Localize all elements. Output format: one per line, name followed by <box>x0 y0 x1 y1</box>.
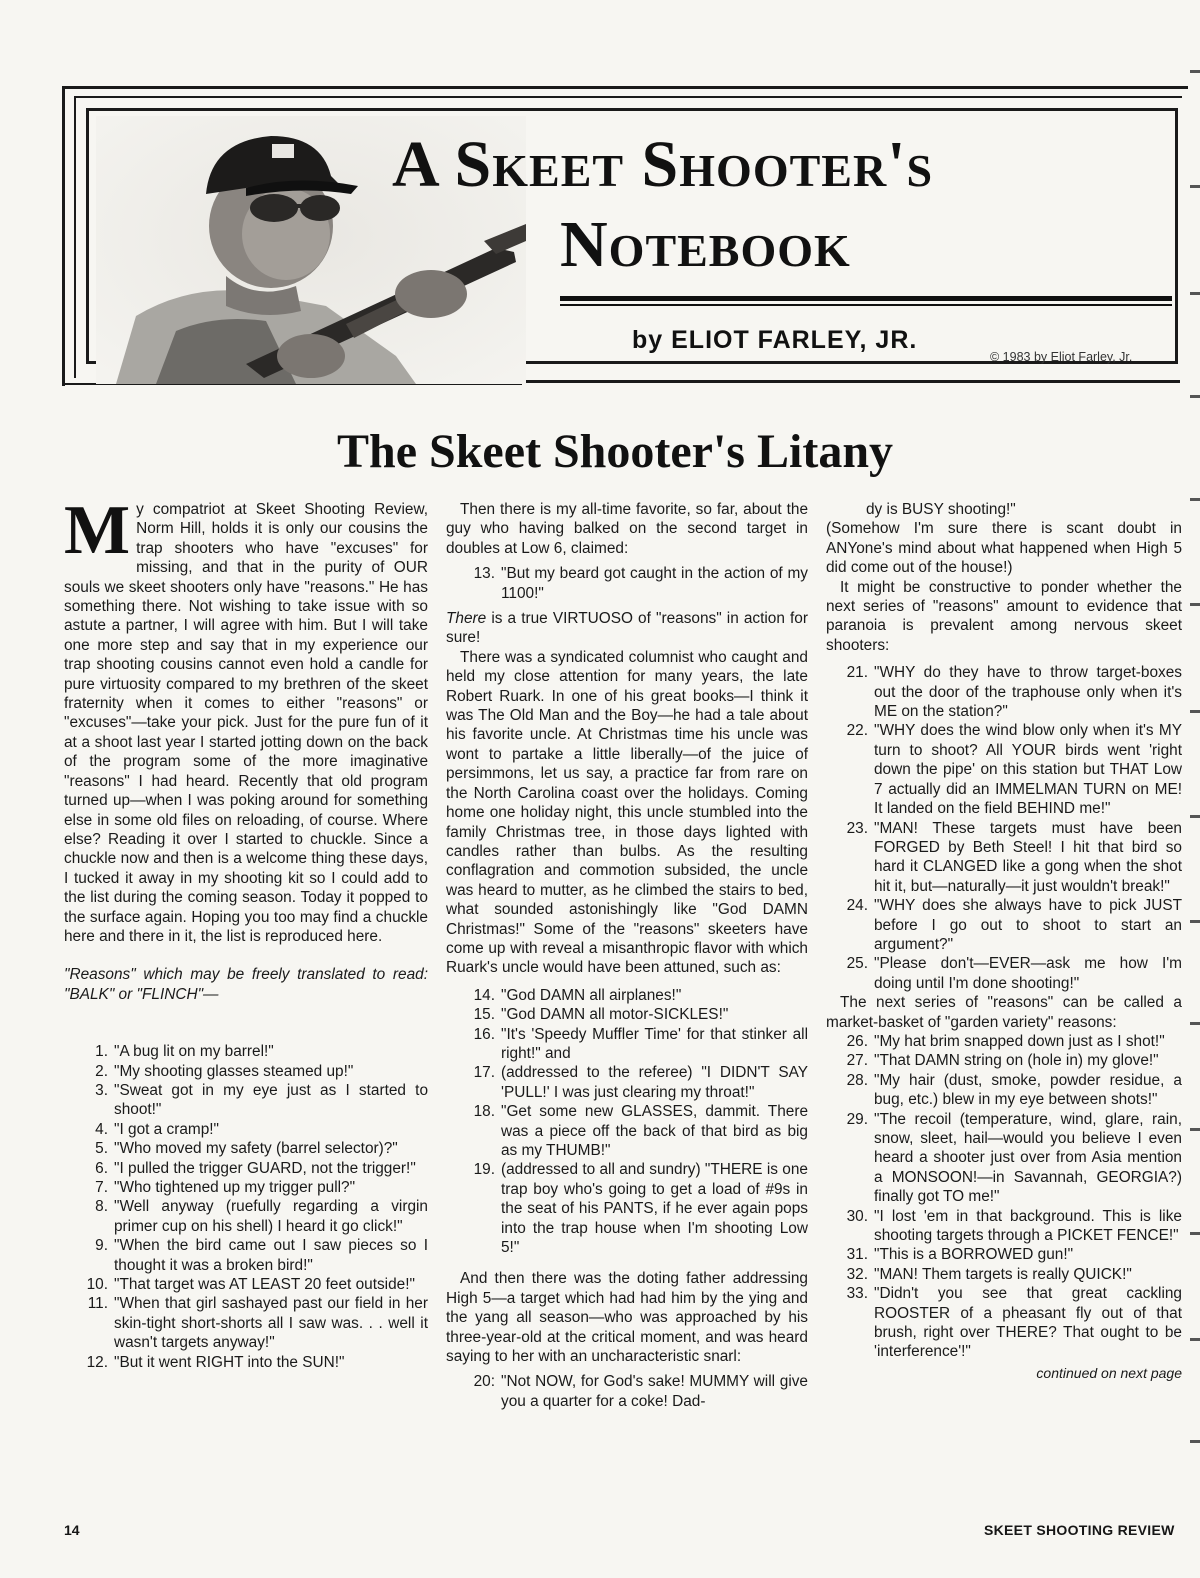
reason-number: 22. <box>846 722 868 740</box>
page-number: 14 <box>64 1522 80 1538</box>
reason-item <box>826 1110 1182 1207</box>
reason-text: "That target was AT LEAST 20 feet outside!" <box>114 1276 415 1294</box>
reason-item <box>446 1025 808 1064</box>
reason-item <box>64 1139 428 1158</box>
drop-cap: M <box>64 492 131 569</box>
reason-text: "When that girl sashayed past our field in her skin-tight short-shorts all I saw was. . . well it wasn't targets anyway!" <box>114 1295 428 1352</box>
reason-number: 18. <box>473 1103 495 1121</box>
reason-item <box>826 663 1182 721</box>
reason-number: 2. <box>95 1062 108 1080</box>
col3-paragraph-0: dy is BUSY shooting!" <box>866 501 1016 518</box>
col2-paragraph-2 <box>446 609 808 648</box>
reasons-list-1 <box>64 1042 428 1372</box>
reason-number: 8. <box>95 1198 108 1216</box>
reason-text: "Sweat got in my eye just as I started to shoot!" <box>114 1081 428 1119</box>
reason-item <box>64 1042 428 1061</box>
title-rule-thin <box>560 304 1172 306</box>
reason-item <box>64 1062 428 1081</box>
reason-item <box>64 1178 428 1197</box>
col3-paragraph-1: (Somehow I'm sure there is scant doubt in ANYone's mind about what happened when High 5 did come out of the house!) <box>826 520 1182 577</box>
reason-item <box>826 721 1182 818</box>
byline: by ELIOT FARLEY, JR. <box>632 326 918 354</box>
reason-text: "It's 'Speedy Muffler Time' for that stinker all right!" and <box>501 1025 808 1062</box>
col3-paragraph-2: It might be constructive to ponder whether the next series of "reasons" amount to evidence that paranoia is prevalent among nervous skeet shooters: <box>826 578 1182 654</box>
reason-item <box>826 954 1182 993</box>
header-divider <box>510 380 1180 383</box>
reason-number: 24. <box>846 897 868 915</box>
reason-number: 33. <box>846 1285 868 1303</box>
reason-text: "Well anyway (ruefully regarding a virgin primer cup on his shell) I heard it go click!" <box>114 1198 428 1235</box>
reason-text: (addressed to all and sundry) "THERE is one trap boy who's going to get a load of #9s in the seat of his PANTS, if he ever again pops into the trap house when I'm shooting Low 5!" <box>501 1161 808 1257</box>
reason-number: 32. <box>846 1265 868 1283</box>
reason-number: 27. <box>846 1052 868 1070</box>
reasons-list-3 <box>446 986 808 1258</box>
reasons-list-5 <box>826 663 1182 993</box>
intro-text: y compatriot at Skeet Shooting Review, Norm Hill, holds it is only our cousins the trap shooters who have "excuses" for missing, and that in the purity of OUR souls we skeet shooters only have "reasons." He has something there. Not wishing to take issue with so astute a partner, I will agree with him. But I will take one more step and say that in my experience our trap shooting cousins cannot even hold a candle for pure virtuosity compared to my brethren of the skeet fraternity when it comes to either "reasons" or "excuses"—take your pick. Just for the pure fun of it at a shoot last year I started jotting down on the back of the program some of the more imaginative "reasons" I had heard. Recently that old program turned up—when I was poking around for something else in some old files on reloading, of course. Where else? Reading it over I started to chuckle. Since a chuckle now and then is a welcome thing these days, I tucked it away in my shooting kit so I could add to the list during the coming season. Today it popped to the surface again. Hoping you too may find a chuckle here and there in it, the list is reproduced here. <box>64 501 428 945</box>
reason-item <box>446 1005 808 1024</box>
reason-text: "When the bird came out I saw pieces so I thought it was a broken bird!" <box>114 1237 428 1274</box>
reason-number: 28. <box>846 1071 868 1089</box>
reason-item <box>64 1275 428 1294</box>
reason-number: 26. <box>846 1032 868 1050</box>
reason-item <box>446 1102 808 1160</box>
intro-paragraph <box>64 492 428 946</box>
col2-paragraph-1: Then there is my all-time favorite, so far, about the guy who having balked on the second target in doubles at Low 6, claimed: <box>446 501 808 557</box>
reason-text: "God DAMN all motor-SICKLES!" <box>501 1006 729 1024</box>
reason-number: 13. <box>473 565 495 583</box>
reason-number: 16. <box>473 1025 495 1043</box>
reason-text: "But it went RIGHT into the SUN!" <box>114 1353 345 1371</box>
reason-item <box>826 1071 1182 1110</box>
reason-text: "I lost 'em in that background. This is like shooting targets through a PICKET FENCE!" <box>874 1207 1182 1245</box>
reason-text: "WHY do they have to throw target-boxes out the door of the traphouse only when it's ME on the station?" <box>874 664 1182 721</box>
reason-item <box>826 819 1182 897</box>
reason-number: 6. <box>95 1159 108 1177</box>
reasons-list-6 <box>826 1032 1182 1362</box>
reason-number: 5. <box>95 1140 108 1158</box>
reason-item <box>826 1032 1182 1051</box>
reason-item <box>446 1372 808 1411</box>
reason-text: "WHY does the wind blow only when it's MY turn to shoot? All YOUR birds went 'right down the pipe' on this station but THAT Low 7 actually did an IMMELMAN TURN on ME! It landed on the field BEHIND me!" <box>874 722 1182 818</box>
reason-number: 14. <box>473 986 495 1004</box>
reason-number: 12. <box>86 1353 108 1371</box>
reason-number: 31. <box>846 1246 868 1264</box>
reason-item <box>446 564 808 603</box>
reason-item <box>446 986 808 1005</box>
reason-number: 7. <box>95 1179 108 1196</box>
magazine-name: SKEET SHOOTING REVIEW <box>984 1522 1175 1538</box>
reason-text: "The recoil (temperature, wind, glare, rain, snow, sleet, hail—would you believe I even heard a shooter just over from Asia mention a MONSOON!—in Savannah, GEORGIA?) finally got TO me!" <box>874 1110 1182 1206</box>
reason-item <box>64 1120 428 1139</box>
reason-text: "MAN! These targets must have been FORGED by Beth Steel! I hit that bird so hard it CLANGED like a gong when the shot hit it, but—naturally—it just wouldn't break!" <box>874 819 1182 895</box>
reason-item <box>64 1353 428 1372</box>
reason-text: "God DAMN all airplanes!" <box>501 986 682 1004</box>
col3-paragraph-3: The next series of "reasons" can be called a market-basket of "garden variety" reasons: <box>826 994 1182 1031</box>
reason-text: (addressed to the referee) "I DIDN'T SAY 'PULL!' I was just clearing my throat!" <box>501 1064 808 1101</box>
reason-text: "My hair (dust, smoke, powder residue, a bug, etc.) blew in my eye between shots!" <box>874 1071 1182 1109</box>
reason-text: "Didn't you see that great cackling ROOSTER of a pheasant fly out of that brush, right over THERE? That ought to be 'interference'!" <box>874 1285 1182 1361</box>
col2-paragraph-3: There was a syndicated columnist who caught and held my close attention for many years, the late Robert Ruark. In one of his great books—I think it was The Old Man and the Boy—he had a tale about his favorite uncle. At Christmas time his uncle was wont to partake a little liberally—of the juice of persimmons, let us say, a practice far from rare on the North Carolina coast over the holidays. Coming home one holiday night, this uncle stumbled into the family Christmas tree, in those days lighted with candles rather than bulbs. As the resulting conflagration and commotion subsided, the uncle was heard to mutter, as he climbed the stairs to bed, what sounded astonishingly like "God DAMN Christmas!" Some of the "reasons" skeeters have come up with reveal a misanthropic flavor with which Ruark's uncle would have been attuned, such as: <box>446 648 808 977</box>
reason-number: 4. <box>95 1120 108 1138</box>
reason-item <box>64 1236 428 1275</box>
reasons-list-4 <box>446 1372 808 1411</box>
reason-number: 17. <box>473 1064 495 1082</box>
reason-number: 11. <box>87 1295 108 1313</box>
title-rule <box>560 296 1172 301</box>
reason-number: 15. <box>473 1006 495 1024</box>
reason-item <box>64 1197 428 1236</box>
reason-text: "That DAMN string on (hole in) my glove!" <box>874 1052 1159 1070</box>
col2-paragraph-2-text: is a true VIRTUOSO of "reasons" in action for sure! <box>446 610 808 647</box>
reason-item <box>446 1160 808 1257</box>
reason-text: "Please don't—EVER—ask me how I'm doing until I'm done shooting!" <box>874 955 1182 992</box>
col2-paragraph-4: And then there was the doting father addressing High 5—a target which had had him by the ying and the yang all season—who was approached by his three-year-old at the critical moment, and was heard saying to her with an uncharacteristic snarl: <box>446 1270 808 1366</box>
reason-item <box>826 1207 1182 1246</box>
reason-item <box>64 1081 428 1120</box>
subhead: "Reasons" which may be freely translated to read: "BALK" or "FLINCH"— <box>64 966 428 1003</box>
reason-number: 25. <box>846 955 868 973</box>
continued-note: continued on next page <box>1036 1364 1182 1381</box>
reason-text: "But my beard got caught in the action of my 1100!" <box>501 565 808 602</box>
reason-number: 29. <box>846 1110 868 1128</box>
reason-item <box>826 1051 1182 1070</box>
reason-text: "My hat brim snapped down just as I shot!" <box>874 1032 1165 1050</box>
reason-number: 20: <box>473 1373 495 1391</box>
reason-text: "I pulled the trigger GUARD, not the trigger!" <box>114 1159 416 1177</box>
reason-number: 10. <box>86 1276 108 1294</box>
reason-number: 21. <box>846 664 868 682</box>
reason-item <box>826 1284 1182 1362</box>
reason-text: "Get some new GLASSES, dammit. There was a piece off the back of that bird as big as my THUMB!" <box>501 1103 808 1159</box>
reason-text: "WHY does she always have to pick JUST before I go out to shoot to start an argument?" <box>874 897 1182 953</box>
reason-number: 9. <box>95 1237 108 1255</box>
reasons-list-2 <box>446 564 808 603</box>
reason-text: "Who tightened up my trigger pull?" <box>114 1179 356 1196</box>
article-title: The Skeet Shooter's Litany <box>336 425 894 478</box>
reason-item <box>64 1159 428 1178</box>
reason-item <box>826 1245 1182 1264</box>
reason-item <box>446 1063 808 1102</box>
col2-emphasis: There <box>446 610 487 628</box>
reason-text: "This is a BORROWED gun!" <box>874 1246 1074 1264</box>
reason-number: 1. <box>95 1043 108 1061</box>
column-1 <box>64 492 428 1372</box>
reason-number: 23. <box>846 819 868 837</box>
reason-number: 3. <box>95 1081 108 1099</box>
header-title-line2: Notebook <box>560 208 851 281</box>
reason-text: "My shooting glasses steamed up!" <box>114 1062 354 1080</box>
reason-text: "I got a cramp!" <box>114 1120 220 1138</box>
reason-number: 30. <box>846 1207 868 1225</box>
reason-item <box>826 1265 1182 1284</box>
reason-number: 19. <box>473 1161 495 1179</box>
reason-text: "Who moved my safety (barrel selector)?" <box>114 1140 398 1158</box>
reason-text: "A bug lit on my barrel!" <box>114 1043 274 1061</box>
reason-text: "Not NOW, for God's sake! MUMMY will give you a quarter for a coke! Dad- <box>501 1373 808 1410</box>
copyright-notice: © 1983 by Eliot Farley, Jr. <box>990 350 1133 364</box>
reason-text: "MAN! Them targets is really QUICK!" <box>874 1265 1132 1283</box>
reason-item <box>64 1294 428 1352</box>
header-title-line1: A Skeet Shooter's <box>392 128 934 201</box>
reason-item <box>826 896 1182 954</box>
column-3 <box>826 500 1182 1383</box>
column-2 <box>446 500 808 1411</box>
